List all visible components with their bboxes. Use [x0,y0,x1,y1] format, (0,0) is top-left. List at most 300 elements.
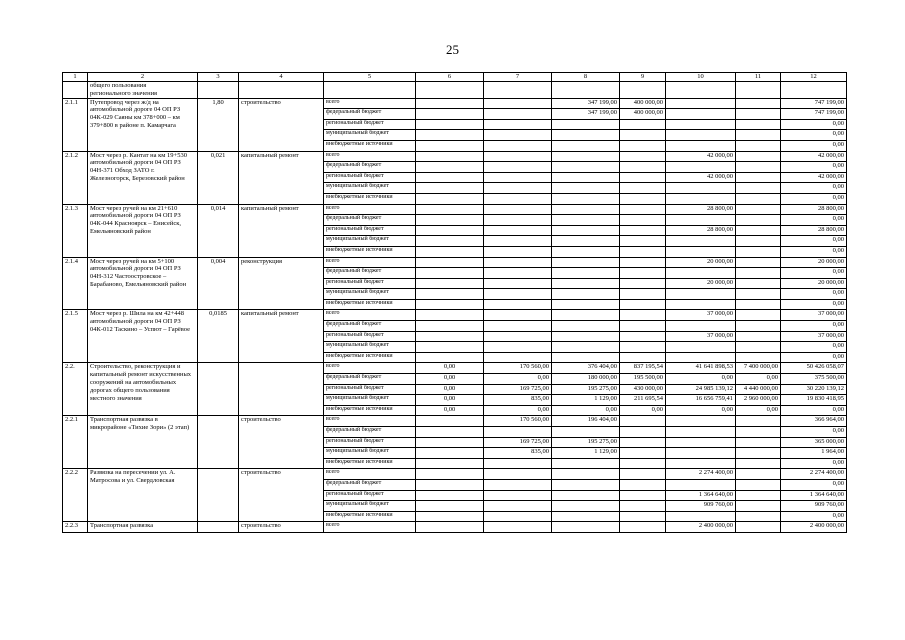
amount-cell-col-9 [620,119,666,130]
amount-cell-col-7 [484,151,552,162]
amount-cell-col-11 [736,321,781,332]
object-length: 1,80 [198,98,239,151]
amount-cell-col-10 [666,448,736,459]
amount-cell-col-11 [736,342,781,353]
amount-cell-col-8 [552,458,620,469]
amount-cell-col-6 [416,193,484,204]
work-type: капитальный ремонт [239,151,324,204]
funding-source: внебюджетные источники [324,246,416,257]
amount-cell-col-9 [620,522,666,533]
amount-cell-col-11 [736,162,781,173]
amount-cell-col-12: 1 964,00 [781,448,847,459]
funding-source: всего [324,98,416,109]
amount-cell-col-11 [736,193,781,204]
amount-cell-col-8 [552,193,620,204]
amount-cell-col-6 [416,321,484,332]
amount-cell-col-6 [416,257,484,268]
amount-cell-col-6 [416,204,484,215]
amount-cell-col-10: 2 274 400,00 [666,469,736,480]
amount-cell-col-10 [666,215,736,226]
amount-cell-col-9 [620,246,666,257]
amount-cell-col-8 [552,289,620,300]
amount-cell-col-7 [484,225,552,236]
object-length: 0,0185 [198,310,239,363]
item-number: 2.2.1 [63,416,88,469]
amount-cell-col-7 [484,310,552,321]
amount-cell-col-10: 1 364 640,00 [666,490,736,501]
amount-cell-col-9 [620,225,666,236]
object-length: 0,014 [198,204,239,257]
item-number: 2.1.1 [63,98,88,151]
amount-cell-col-7 [484,469,552,480]
amount-cell-col-9 [620,278,666,289]
amount-cell-col-7 [484,479,552,490]
amount-cell-col-12: 50 426 058,07 [781,363,847,374]
amount-cell-col-9 [620,490,666,501]
amount-cell-col-12: 0,00 [781,268,847,279]
amount-cell-col-9 [620,140,666,151]
amount-cell-col-9 [620,215,666,226]
amount-cell-col-7 [484,427,552,438]
intro-line: регионального значения [90,89,158,97]
amount-cell-col-10: 909 760,00 [666,501,736,512]
amount-cell-col-8 [552,204,620,215]
amount-cell-col-6 [416,310,484,321]
amount-cell-col-8 [552,490,620,501]
amount-cell-col-6 [416,289,484,300]
funding-source: внебюджетные источники [324,193,416,204]
object-name: Мост через р. Шила на км 42+448 автомобильной дороги 04 ОП РЗ 04К-012 Таскино – Успют – Гарёвое [88,310,198,363]
amount-cell-col-9 [620,193,666,204]
funding-source: муниципальный бюджет [324,501,416,512]
amount-cell-col-7 [484,352,552,363]
amount-cell-col-7 [484,522,552,533]
funding-source: федеральный бюджет [324,162,416,173]
amount-cell-col-8 [552,501,620,512]
amount-cell-col-7 [484,331,552,342]
amount-cell-col-8 [552,119,620,130]
amount-cell-col-8: 347 199,00 [552,98,620,109]
amount-cell-col-8 [552,469,620,480]
amount-cell-col-10: 0,00 [666,374,736,385]
amount-cell-col-11 [736,458,781,469]
item-number: 2.1.2 [63,151,88,204]
amount-cell-col-8: 1 129,00 [552,448,620,459]
funding-source: внебюджетные источники [324,352,416,363]
object-name: Мост через ручей на км 21+610 автомобильной дороги 04 ОП РЗ 04К-044 Красноярск – Енисейск, Емельяновский район [88,204,198,257]
work-type: капитальный ремонт [239,310,324,363]
amount-cell-col-11 [736,204,781,215]
funding-source: региональный бюджет [324,437,416,448]
funding-source: федеральный бюджет [324,479,416,490]
amount-cell-col-9 [620,416,666,427]
amount-cell-col-6 [416,437,484,448]
column-header: 7 [484,73,552,82]
funding-source: всего [324,257,416,268]
table-row [63,151,847,162]
amount-cell-col-10 [666,299,736,310]
amount-cell-col-12: 0,00 [781,479,847,490]
amount-cell-col-10: 28 800,00 [666,225,736,236]
amount-cell-col-7: 169 725,00 [484,384,552,395]
amount-cell-col-6 [416,490,484,501]
object-length [198,469,239,522]
amount-cell-col-10 [666,289,736,300]
amount-cell-col-11 [736,257,781,268]
amount-cell-col-12: 1 364 640,00 [781,490,847,501]
amount-cell-col-9 [620,321,666,332]
amount-cell-col-11 [736,490,781,501]
table-row [63,257,847,268]
amount-cell-col-6: 0,00 [416,363,484,374]
amount-cell-col-12: 366 964,00 [781,416,847,427]
intro-text [88,82,198,99]
amount-cell-col-12: 28 800,00 [781,225,847,236]
amount-cell-col-12: 0,00 [781,352,847,363]
amount-cell-col-6 [416,469,484,480]
funding-source: федеральный бюджет [324,268,416,279]
object-name: Транспортная развязка в микрорайоне «Тихие Зори» (2 этап) [88,416,198,469]
amount-cell-col-9: 0,00 [620,405,666,416]
budget-table [62,72,847,533]
amount-cell-col-10 [666,109,736,120]
amount-cell-col-6 [416,98,484,109]
amount-cell-col-6 [416,458,484,469]
item-number: 2.2.2 [63,469,88,522]
amount-cell-col-8 [552,225,620,236]
amount-cell-col-9 [620,130,666,141]
amount-cell-col-7: 170 560,00 [484,363,552,374]
amount-cell-col-9 [620,257,666,268]
amount-cell-col-9: 400 000,00 [620,98,666,109]
amount-cell-col-9 [620,204,666,215]
funding-source: внебюджетные источники [324,511,416,522]
amount-cell-col-8 [552,268,620,279]
amount-cell-col-11 [736,183,781,194]
funding-source: муниципальный бюджет [324,183,416,194]
amount-cell-col-7 [484,501,552,512]
amount-cell-col-6: 0,00 [416,384,484,395]
amount-cell-col-6 [416,215,484,226]
amount-cell-col-12: 42 000,00 [781,172,847,183]
amount-cell-col-10: 24 985 139,12 [666,384,736,395]
object-length [198,522,239,533]
amount-cell-col-9 [620,310,666,321]
item-number: 2.1.5 [63,310,88,363]
amount-cell-col-9: 837 195,54 [620,363,666,374]
amount-cell-col-11 [736,246,781,257]
amount-cell-col-11 [736,299,781,310]
funding-source: региональный бюджет [324,278,416,289]
amount-cell-col-7 [484,109,552,120]
amount-cell-col-7 [484,183,552,194]
amount-cell-col-11 [736,501,781,512]
amount-cell-col-6 [416,352,484,363]
amount-cell-col-9 [620,172,666,183]
column-header: 11 [736,73,781,82]
amount-cell-col-12: 0,00 [781,299,847,310]
amount-cell-col-11 [736,310,781,321]
amount-cell-col-11: 0,00 [736,374,781,385]
amount-cell-col-12: 0,00 [781,183,847,194]
amount-cell-col-6: 0,00 [416,395,484,406]
column-header: 6 [416,73,484,82]
column-header: 8 [552,73,620,82]
amount-cell-col-8: 1 129,00 [552,395,620,406]
amount-cell-col-10: 42 000,00 [666,172,736,183]
amount-cell-col-7 [484,289,552,300]
amount-cell-col-7 [484,98,552,109]
amount-cell-col-10 [666,342,736,353]
funding-source: внебюджетные источники [324,458,416,469]
amount-cell-col-6 [416,331,484,342]
amount-cell-col-6 [416,448,484,459]
amount-cell-col-7 [484,458,552,469]
amount-cell-col-10: 20 000,00 [666,278,736,289]
amount-cell-col-10: 37 000,00 [666,331,736,342]
amount-cell-col-12: 0,00 [781,215,847,226]
amount-cell-col-10 [666,130,736,141]
amount-cell-col-12: 0,00 [781,236,847,247]
amount-cell-col-10 [666,458,736,469]
amount-cell-col-11 [736,479,781,490]
amount-cell-col-10 [666,479,736,490]
funding-source: региональный бюджет [324,490,416,501]
amount-cell-col-6 [416,268,484,279]
table-row [63,363,847,374]
amount-cell-col-8 [552,479,620,490]
amount-cell-col-7: 170 560,00 [484,416,552,427]
amount-cell-col-8 [552,130,620,141]
object-length: 0,021 [198,151,239,204]
amount-cell-col-9 [620,342,666,353]
amount-cell-col-11 [736,151,781,162]
amount-cell-col-10 [666,193,736,204]
amount-cell-col-11: 0,00 [736,405,781,416]
amount-cell-col-7: 169 725,00 [484,437,552,448]
amount-cell-col-8: 196 404,00 [552,416,620,427]
amount-cell-col-9: 195 500,00 [620,374,666,385]
amount-cell-col-11 [736,130,781,141]
amount-cell-col-6 [416,416,484,427]
page-number: 25 [446,42,459,57]
funding-source: федеральный бюджет [324,427,416,438]
amount-cell-col-8 [552,172,620,183]
column-header: 12 [781,73,847,82]
table-row [63,98,847,109]
amount-cell-col-10 [666,98,736,109]
funding-source: всего [324,416,416,427]
amount-cell-col-9 [620,162,666,173]
amount-cell-col-9 [620,437,666,448]
amount-cell-col-8 [552,140,620,151]
object-length [198,363,239,416]
amount-cell-col-11: 7 400 000,00 [736,363,781,374]
amount-cell-col-6: 0,00 [416,405,484,416]
table-row [63,522,847,533]
amount-cell-col-11: 2 960 000,00 [736,395,781,406]
object-length: 0,004 [198,257,239,310]
amount-cell-col-8 [552,246,620,257]
amount-cell-col-7 [484,299,552,310]
amount-cell-col-9 [620,352,666,363]
amount-cell-col-12: 0,00 [781,193,847,204]
amount-cell-col-9 [620,289,666,300]
amount-cell-col-10 [666,427,736,438]
amount-cell-col-11 [736,416,781,427]
funding-source: внебюджетные источники [324,299,416,310]
amount-cell-col-12: 0,00 [781,321,847,332]
amount-cell-col-8 [552,321,620,332]
amount-cell-col-7 [484,140,552,151]
amount-cell-col-9 [620,469,666,480]
work-type: строительство [239,522,324,533]
amount-cell-col-8: 195 275,00 [552,384,620,395]
amount-cell-col-7: 0,00 [484,405,552,416]
amount-cell-col-11 [736,352,781,363]
amount-cell-col-10 [666,162,736,173]
amount-cell-col-12: 2 274 400,00 [781,469,847,480]
amount-cell-col-8 [552,331,620,342]
amount-cell-col-10 [666,236,736,247]
amount-cell-col-12: 0,00 [781,140,847,151]
funding-source: региональный бюджет [324,172,416,183]
amount-cell-col-12: 0,00 [781,342,847,353]
amount-cell-col-7 [484,342,552,353]
funding-source: муниципальный бюджет [324,395,416,406]
amount-cell-col-10: 16 656 759,41 [666,395,736,406]
amount-cell-col-11 [736,522,781,533]
amount-cell-col-12: 0,00 [781,458,847,469]
amount-cell-col-9 [620,458,666,469]
funding-source: региональный бюджет [324,225,416,236]
amount-cell-col-12: 909 760,00 [781,501,847,512]
amount-cell-col-8 [552,278,620,289]
amount-cell-col-10: 20 000,00 [666,257,736,268]
funding-source: всего [324,151,416,162]
amount-cell-col-6 [416,130,484,141]
amount-cell-col-10: 37 000,00 [666,310,736,321]
amount-cell-col-8: 347 199,00 [552,109,620,120]
amount-cell-col-8: 0,00 [552,405,620,416]
object-name: Путепровод через ж/д на автомобильной дороге 04 ОП РЗ 04К-029 Саяны км 378+000 – км 379+800 в районе п. Камарчага [88,98,198,151]
amount-cell-col-8 [552,299,620,310]
amount-cell-col-11 [736,109,781,120]
amount-cell-col-10 [666,183,736,194]
amount-cell-col-10 [666,321,736,332]
amount-cell-col-7 [484,246,552,257]
table-row [63,204,847,215]
table-row [63,310,847,321]
table-body [63,82,847,533]
funding-source: внебюджетные источники [324,405,416,416]
funding-source: федеральный бюджет [324,109,416,120]
amount-cell-col-9 [620,511,666,522]
funding-source: муниципальный бюджет [324,130,416,141]
amount-cell-col-7 [484,193,552,204]
column-header: 10 [666,73,736,82]
amount-cell-col-7 [484,236,552,247]
amount-cell-col-11 [736,278,781,289]
amount-cell-col-12: 42 000,00 [781,151,847,162]
funding-source: муниципальный бюджет [324,448,416,459]
amount-cell-col-7 [484,204,552,215]
amount-cell-col-6 [416,479,484,490]
funding-source: всего [324,363,416,374]
funding-source: внебюджетные источники [324,140,416,151]
amount-cell-col-6 [416,172,484,183]
amount-cell-col-6 [416,183,484,194]
amount-cell-col-12: 375 500,00 [781,374,847,385]
amount-cell-col-6 [416,342,484,353]
object-name: Транспортная развязка [88,522,198,533]
amount-cell-col-12: 28 800,00 [781,204,847,215]
amount-cell-col-12: 0,00 [781,427,847,438]
amount-cell-col-10: 42 000,00 [666,151,736,162]
object-name: Строительство, реконструкция и капитальный ремонт искусственных сооружений на автомобильных дорогах общего пользования местного значения [88,363,198,416]
amount-cell-col-8 [552,215,620,226]
column-header: 1 [63,73,88,82]
funding-source: муниципальный бюджет [324,342,416,353]
amount-cell-col-6 [416,246,484,257]
amount-cell-col-12: 0,00 [781,405,847,416]
amount-cell-col-10 [666,511,736,522]
funding-source: всего [324,310,416,321]
work-type: строительство [239,416,324,469]
amount-cell-col-8: 376 404,00 [552,363,620,374]
amount-cell-col-12: 20 000,00 [781,278,847,289]
column-header: 2 [88,73,198,82]
amount-cell-col-7 [484,215,552,226]
amount-cell-col-9 [620,268,666,279]
funding-source: муниципальный бюджет [324,236,416,247]
amount-cell-col-8 [552,511,620,522]
amount-cell-col-9 [620,151,666,162]
amount-cell-col-8 [552,257,620,268]
amount-cell-col-7: 0,00 [484,374,552,385]
item-number: 2.1.4 [63,257,88,310]
table-row [63,416,847,427]
amount-cell-col-6 [416,299,484,310]
column-header: 3 [198,73,239,82]
funding-source: федеральный бюджет [324,215,416,226]
amount-cell-col-11 [736,331,781,342]
amount-cell-col-9 [620,427,666,438]
amount-cell-col-10 [666,246,736,257]
amount-cell-col-10: 0,00 [666,405,736,416]
amount-cell-col-10: 41 641 898,53 [666,363,736,374]
amount-cell-col-12: 19 830 418,95 [781,395,847,406]
object-name: Мост через р. Кантат на км 19+530 автомобильной дороги 04 ОП РЗ 04Н-371 Обход ЗАТО г. Железногорск, Березовский район [88,151,198,204]
amount-cell-col-6 [416,119,484,130]
amount-cell-col-9 [620,183,666,194]
amount-cell-col-6 [416,140,484,151]
amount-cell-col-12: 0,00 [781,130,847,141]
amount-cell-col-12: 747 199,00 [781,109,847,120]
amount-cell-col-9: 211 695,54 [620,395,666,406]
table-row [63,469,847,480]
item-number: 2.1.3 [63,204,88,257]
amount-cell-col-11 [736,172,781,183]
amount-cell-col-6 [416,109,484,120]
amount-cell-col-11 [736,511,781,522]
amount-cell-col-12: 20 000,00 [781,257,847,268]
funding-source: муниципальный бюджет [324,289,416,300]
amount-cell-col-12: 747 199,00 [781,98,847,109]
amount-cell-col-7 [484,511,552,522]
amount-cell-col-12: 30 220 139,12 [781,384,847,395]
amount-cell-col-11 [736,119,781,130]
